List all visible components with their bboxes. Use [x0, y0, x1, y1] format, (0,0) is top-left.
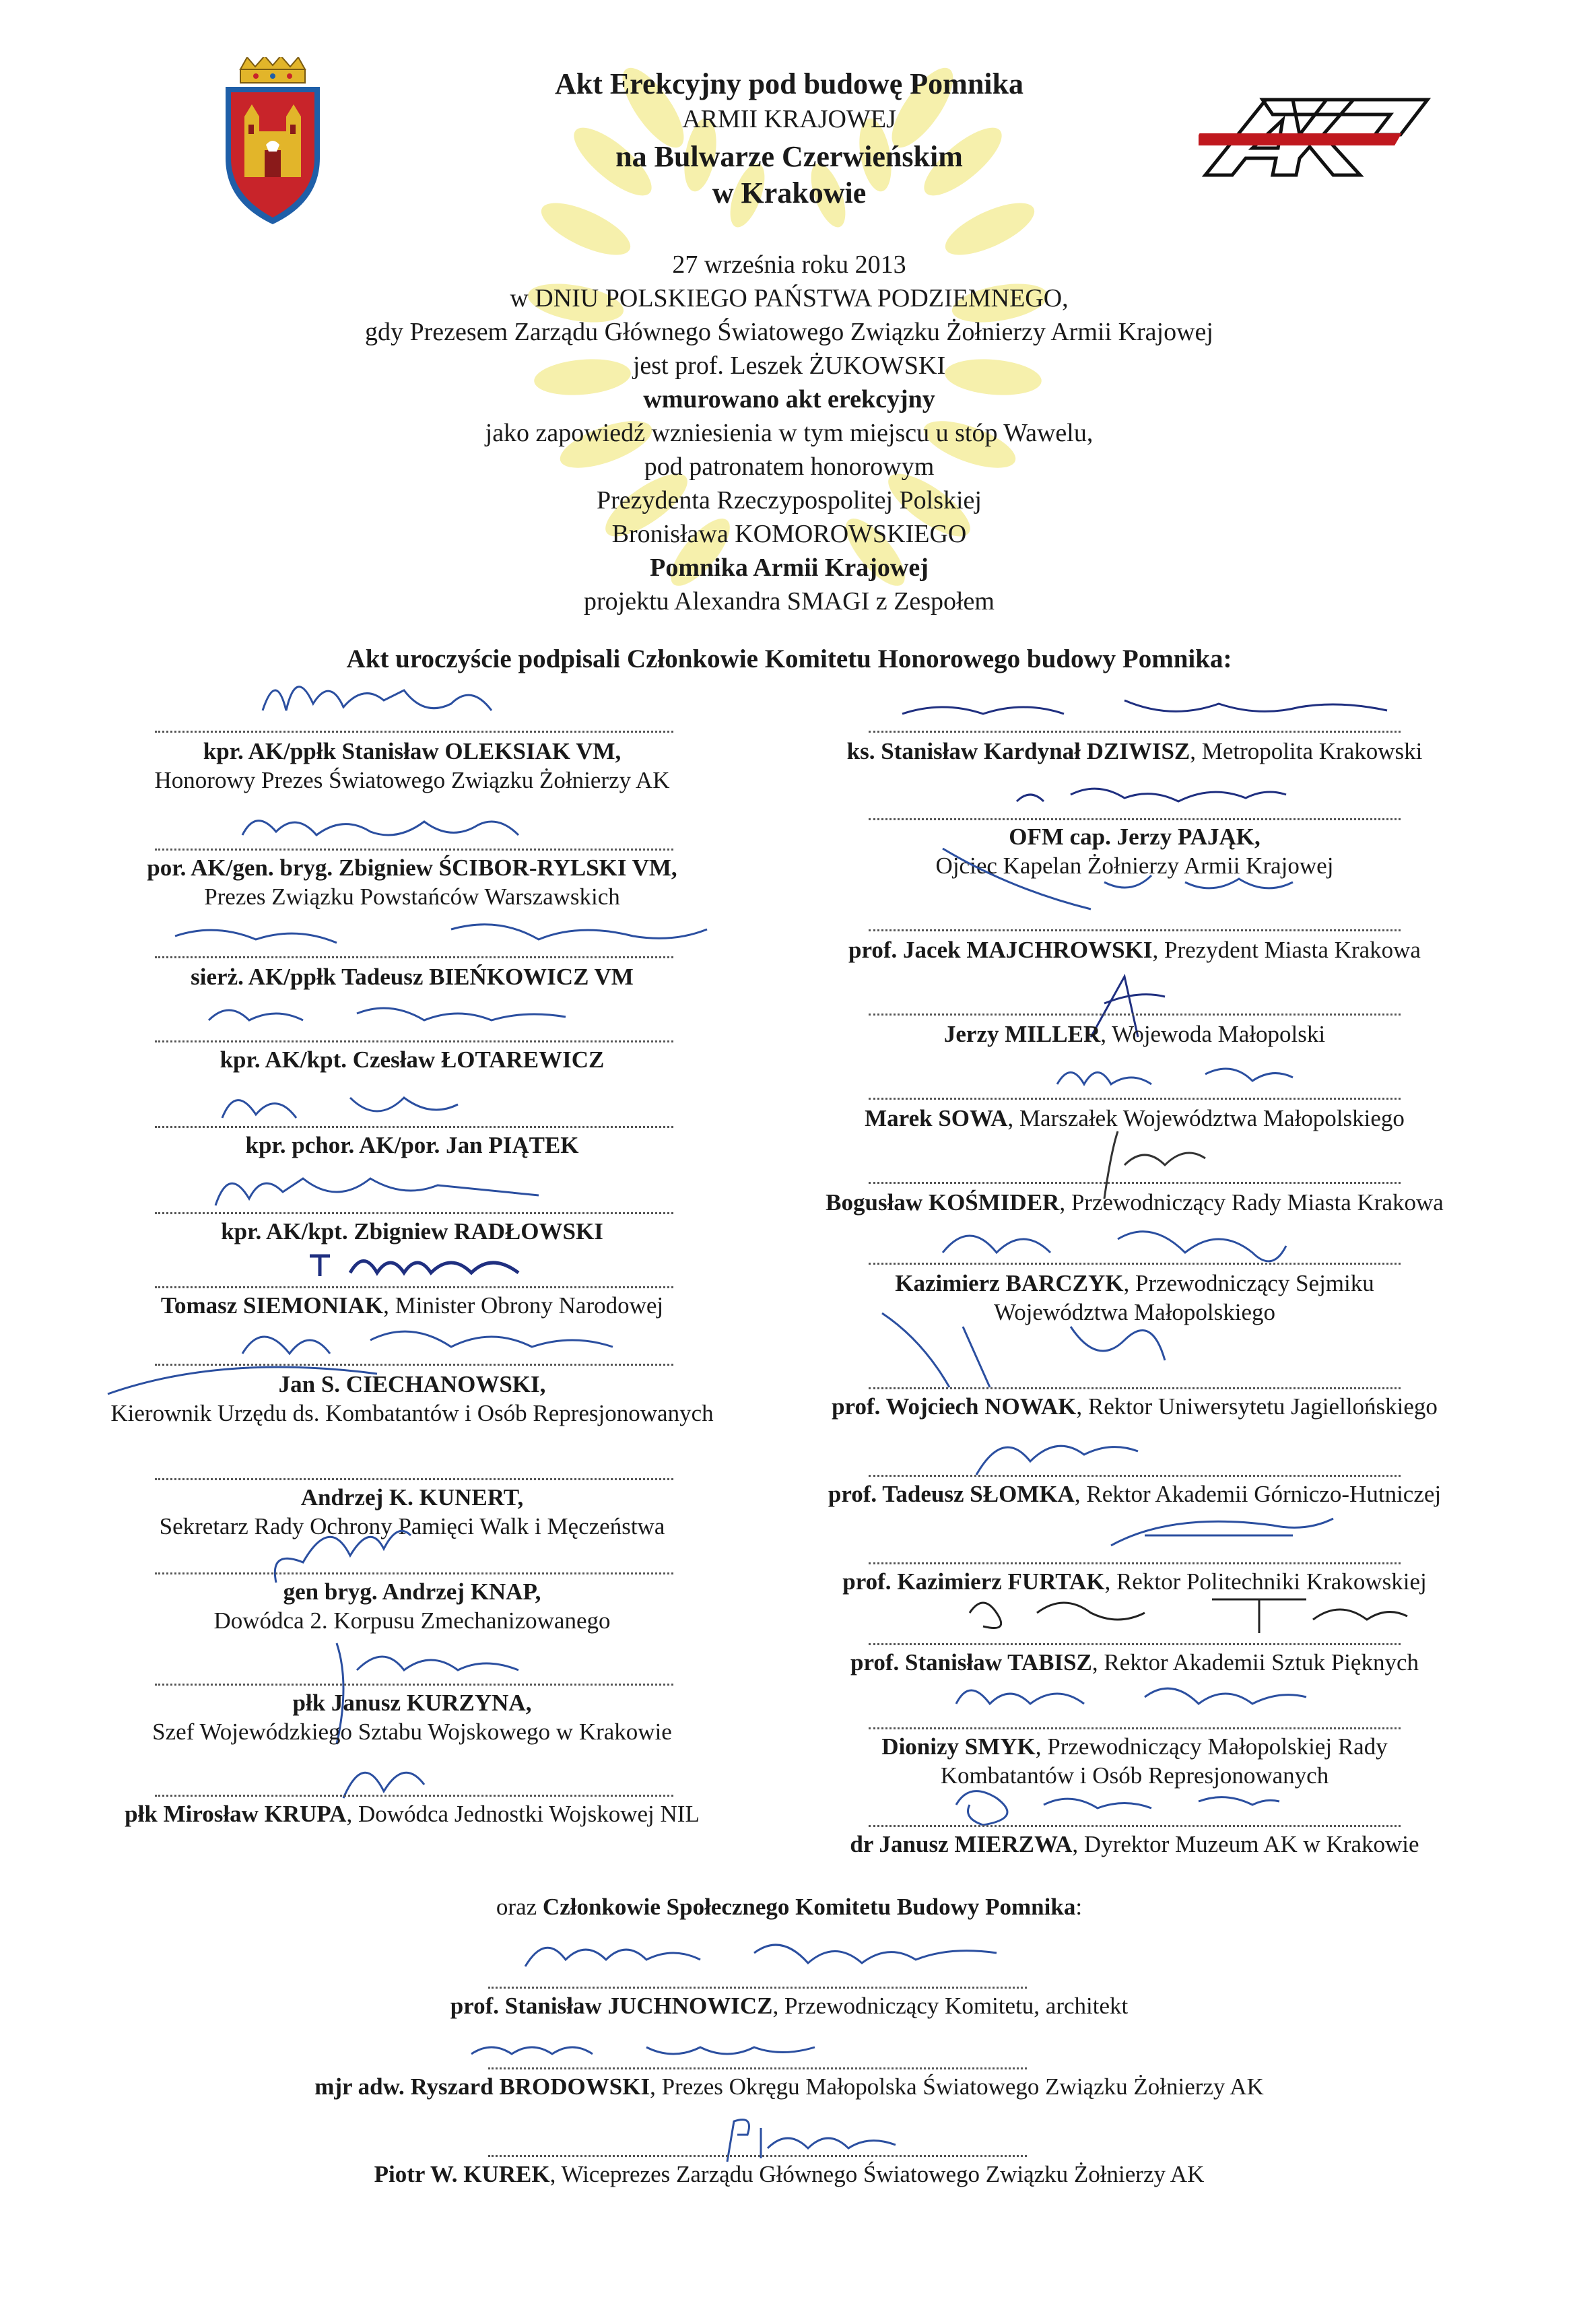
- signer-name: Andrzej K. KUNERT,: [300, 1484, 524, 1510]
- signer-name: gen bryg. Andrzej KNAP,: [283, 1579, 541, 1605]
- signature-line: [869, 1727, 1401, 1729]
- signature-line: [869, 1014, 1401, 1016]
- signature-line: [155, 956, 673, 958]
- signer-name: Tomasz SIEMONIAK, Minister Obrony Narodowej: [160, 1292, 664, 1319]
- signers-heading: Akt uroczyście podpisali Członkowie Komitetu Honorowego budowy Pomnika:: [346, 644, 1232, 673]
- body-line: wmurowano akt erekcyjny: [643, 385, 935, 413]
- signature-line: [869, 1182, 1401, 1184]
- signature-line: [869, 1387, 1401, 1389]
- signer-name: kpr. pchor. AK/por. Jan PIĄTEK: [245, 1132, 579, 1158]
- signature-line: [869, 818, 1401, 820]
- signer-name: kpr. AK/kpt. Czesław ŁOTAREWICZ: [220, 1047, 605, 1073]
- signature: [929, 835, 1320, 923]
- signature: [869, 1300, 1178, 1394]
- signer-name: por. AK/gen. bryg. Zbigniew ŚCIBOR-RYLSKI VM,: [147, 855, 677, 881]
- body-line: gdy Prezesem Zarządu Głównego Światowego Związku Żołnierzy Armii Krajowej: [365, 318, 1213, 346]
- signature: [303, 1242, 545, 1283]
- signature: [202, 993, 579, 1040]
- signature: [512, 1926, 1023, 1987]
- signer-name: Marek SOWA, Marszałek Województwa Małopolskiego: [865, 1105, 1405, 1131]
- signer-name: kpr. AK/kpt. Zbigniew RADŁOWSKI: [221, 1218, 603, 1244]
- signer-name: Dionizy SMYK, Przewodniczący Małopolskiej Rady: [881, 1733, 1388, 1760]
- signature-line: [155, 731, 673, 733]
- signer-name: OFM cap. Jerzy PAJĄK,: [1009, 824, 1261, 850]
- signature-line: [155, 1286, 673, 1288]
- signature: [963, 1421, 1165, 1482]
- signature-line: [488, 2067, 1027, 2069]
- signature-line: [869, 1825, 1401, 1827]
- signature: [943, 1778, 1293, 1832]
- signature-line: [155, 1795, 673, 1797]
- signer-role: Dowódca 2. Korpusu Zmechanizowanego: [213, 1607, 611, 1634]
- body-date: 27 września roku 2013: [672, 251, 906, 279]
- signer-name: prof. Tadeusz SŁOMKA, Rektor Akademii Górniczo-Hutniczej: [828, 1481, 1442, 1507]
- signer-name: kpr. AK/ppłk Stanisław OLEKSIAK VM,: [203, 738, 621, 764]
- body-line: Prezydenta Rzeczypospolitej Polskiej: [597, 486, 982, 514]
- signer-name: Piotr W. KUREK, Wiceprezes Zarządu Głównego Światowego Związku Żołnierzy AK: [374, 2161, 1205, 2187]
- signer-name: prof. Jacek MAJCHROWSKI, Prezydent Miasta Krakowa: [848, 937, 1421, 963]
- signature: [1010, 774, 1293, 815]
- signature: [202, 1158, 552, 1212]
- signature-line: [155, 849, 673, 851]
- signature: [1104, 1505, 1347, 1552]
- signature-line: [155, 1572, 673, 1574]
- body-line: projektu Alexandra SMAGI z Zespołem: [584, 587, 995, 616]
- body-line: jest prof. Leszek ŻUKOWSKI: [632, 352, 946, 380]
- krakow-coat-of-arms-icon: [226, 57, 320, 226]
- signature: [209, 1077, 512, 1131]
- signature: [714, 2108, 916, 2168]
- signature-line: [155, 1478, 673, 1480]
- signature-line: [155, 1040, 673, 1042]
- signature: [956, 1586, 1414, 1640]
- signature-line: [869, 1263, 1401, 1265]
- signature: [458, 2027, 835, 2067]
- signature-line: [155, 1212, 673, 1214]
- signature-line: [869, 731, 1401, 733]
- signature-line: [155, 1364, 673, 1366]
- title-line-4: w Krakowie: [712, 176, 867, 209]
- social-committee-heading: oraz Członkowie Społecznego Komitetu Budowy Pomnika:: [496, 1894, 1083, 1920]
- signature: [889, 680, 1427, 734]
- signer-role: Ojciec Kapelan Żołnierzy Armii Krajowej: [935, 853, 1334, 879]
- signature-line: [869, 1562, 1401, 1564]
- signature-line: [488, 2155, 1027, 2157]
- signer-role: Szef Wojewódzkiego Sztabu Wojskowego w Krakowie: [152, 1719, 672, 1745]
- body-line: Pomnika Armii Krajowej: [650, 554, 929, 582]
- signature-line: [488, 1987, 1027, 1989]
- signer-role: Sekretarz Rady Ochrony Pamięci Walk i Męczeństwa: [159, 1513, 665, 1539]
- signer-name: dr Janusz MIERZWA, Dyrektor Muzeum AK w Krakowie: [850, 1831, 1419, 1857]
- signer-role: Województwa Małopolskiego: [993, 1299, 1276, 1325]
- signer-role: Kombatantów i Osób Represjonowanych: [940, 1762, 1329, 1789]
- body-line: jako zapowiedź wzniesienia w tym miejscu u stóp Wawelu,: [485, 419, 1094, 447]
- title-line-2: ARMII KRAJOWEJ: [682, 105, 896, 133]
- signer-name: Kazimierz BARCZYK, Przewodniczący Sejmiku: [895, 1270, 1374, 1296]
- signature-line: [869, 1475, 1401, 1477]
- signer-name: prof. Stanisław JUCHNOWICZ, Przewodniczący Komitetu, architekt: [450, 1993, 1129, 2019]
- signature-line: [869, 1643, 1401, 1645]
- signature-line: [869, 1098, 1401, 1100]
- signer-role: Prezes Związku Powstańców Warszawskich: [204, 884, 620, 910]
- signature: [162, 909, 714, 963]
- signature: [236, 801, 539, 855]
- signer-name: Jan S. CIECHANOWSKI,: [278, 1371, 546, 1397]
- title-line-1: Akt Erekcyjny pod budowę Pomnika: [555, 67, 1023, 100]
- signature-line: [155, 1684, 673, 1686]
- signer-role: Honorowy Prezes Światowego Związku Żołnierzy AK: [154, 767, 670, 793]
- signer-name: płk Janusz KURZYNA,: [292, 1690, 532, 1716]
- signature: [249, 663, 518, 731]
- ak-logo-icon: [1199, 94, 1441, 182]
- signer-name: prof. Stanisław TABISZ, Rektor Akademii Sztuk Pięknych: [850, 1649, 1419, 1675]
- signer-name: sierż. AK/ppłk Tadeusz BIEŃKOWICZ VM: [191, 964, 634, 990]
- signature: [1050, 1054, 1306, 1094]
- signature: [943, 1670, 1320, 1731]
- signer-role: Kierownik Urzędu ds. Kombatantów i Osób Represjonowanych: [110, 1400, 714, 1426]
- signer-name: prof. Kazimierz FURTAK, Rektor Politechniki Krakowskiej: [842, 1568, 1427, 1595]
- title-line-3: na Bulwarze Czerwieńskim: [615, 140, 963, 173]
- signer-name: płk Mirosław KRUPA, Dowódca Jednostki Wojskowej NIL: [125, 1801, 700, 1827]
- signer-name: mjr adw. Ryszard BRODOWSKI, Prezes Okręgu Małopolska Światowego Związku Żołnierzy AK: [314, 2073, 1264, 2100]
- signer-name: ks. Stanisław Kardynał DZIWISZ, Metropolita Krakowski: [846, 738, 1423, 764]
- signer-name: Jerzy MILLER, Wojewoda Małopolski: [943, 1021, 1326, 1047]
- signer-name: Bogusław KOŚMIDER, Przewodniczący Rady Miasta Krakowa: [826, 1189, 1444, 1216]
- signature-line: [869, 929, 1401, 931]
- body-line: pod patronatem honorowym: [644, 453, 935, 481]
- body-line: Bronisława KOMOROWSKIEGO: [611, 520, 967, 548]
- signer-name: prof. Wojciech NOWAK, Rektor Uniwersytetu Jagiellońskiego: [832, 1393, 1438, 1420]
- body-line: w DNIU POLSKIEGO PAŃSTWA PODZIEMNEGO,: [510, 284, 1069, 312]
- signature-line: [155, 1126, 673, 1128]
